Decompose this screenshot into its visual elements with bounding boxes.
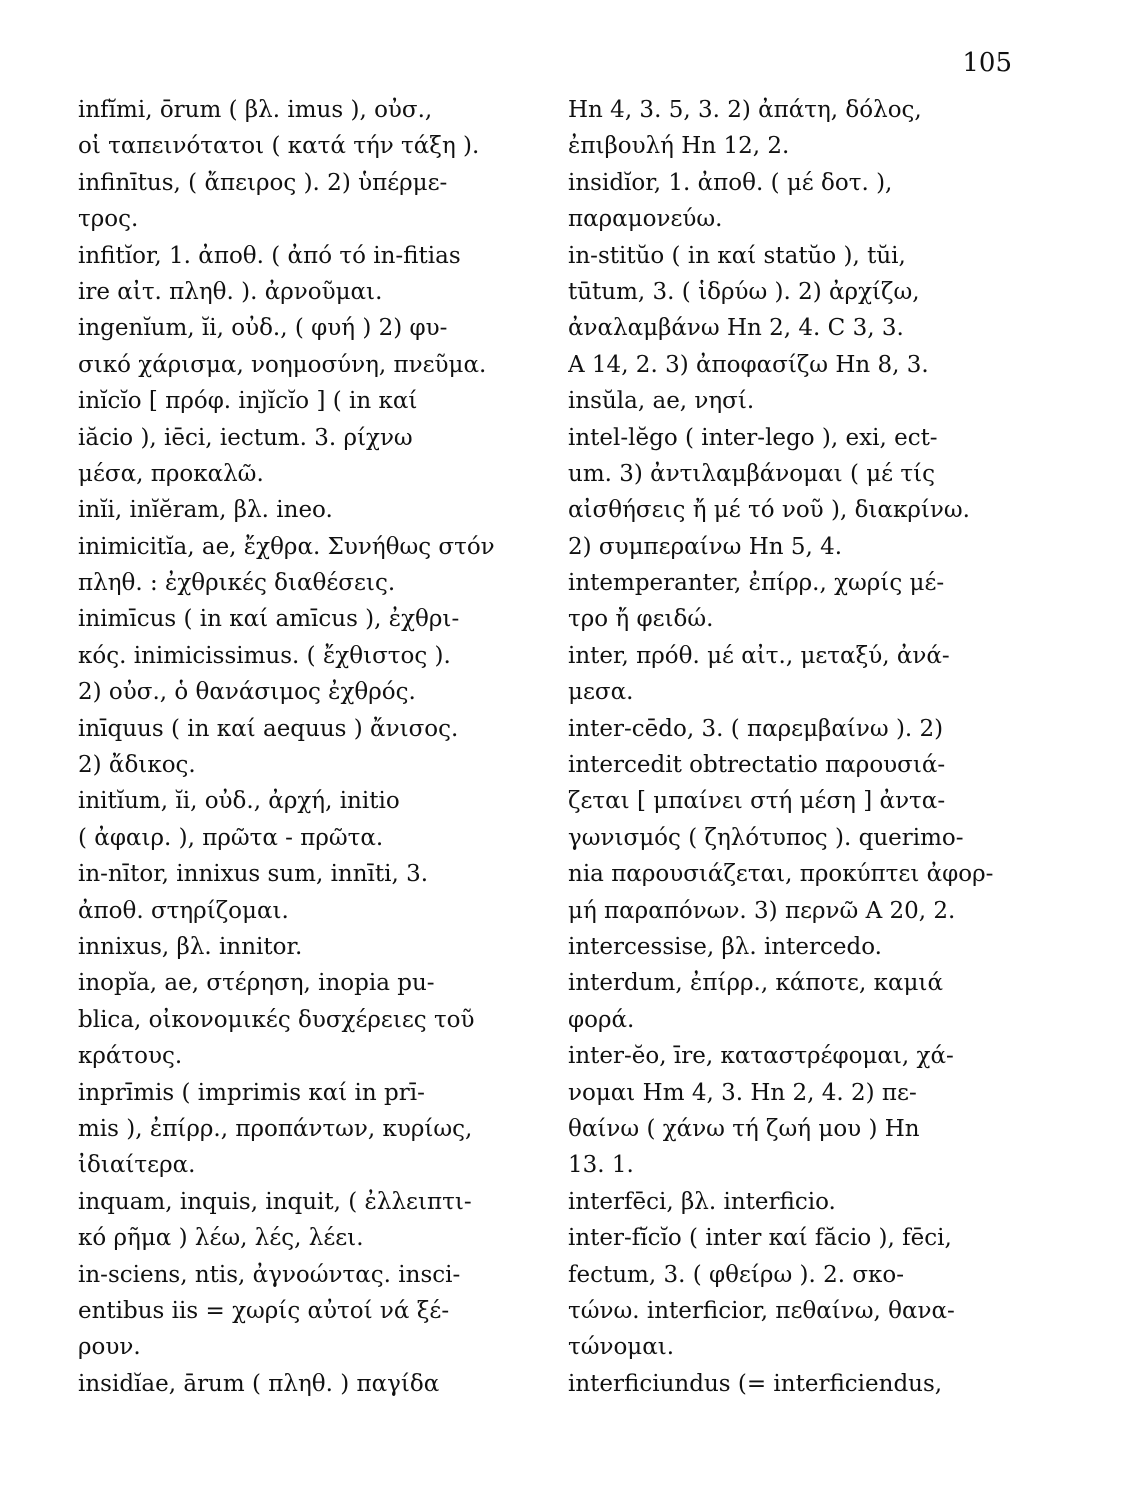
text-line: παραμονεύω. — [568, 206, 723, 233]
text-line: blica, οἰκονομικές δυσχέρειες τοῦ — [78, 1006, 475, 1033]
text-line: μεσα. — [568, 679, 634, 706]
text-line: interfēci, βλ. interficio. — [568, 1188, 836, 1215]
text-line: ἰδιαίτερα. — [78, 1152, 196, 1179]
text-line: μέσα, προκαλῶ. — [78, 460, 264, 487]
left-column — [78, 92, 546, 1402]
text-line: tūtum, 3. ( ἱδρύω ). 2) ἀρχίζω, — [568, 278, 920, 305]
text-line: A 14, 2. 3) ἀποφασίζω Hn 8, 3. — [568, 351, 929, 378]
text-line: infĭmi, ōrum ( βλ. imus ), οὐσ., — [78, 97, 433, 123]
text-line: ( ἀφαιρ. ), πρῶτα - πρῶτα. — [78, 824, 384, 851]
text-line: interdum, ἐπίρρ., κάποτε, καμιά — [568, 970, 943, 997]
text-line: inprīmis ( imprimis καί in prī- — [78, 1079, 425, 1106]
text-line: τρο ἤ φειδώ. — [568, 606, 714, 633]
text-line: inopĭa, ae, στέρηση, inopia pu- — [78, 970, 435, 997]
text-line: infinītus, ( ἄπειρος ). 2) ὑπέρμε- — [78, 169, 448, 196]
text-line: νομαι Hm 4, 3. Hn 2, 4. 2) πε- — [568, 1079, 917, 1106]
text-line: Hn 4, 3. 5, 3. 2) ἀπάτη, δόλος, — [568, 97, 922, 123]
text-line: inter-cēdo, 3. ( παρεμβαίνω ). 2) — [568, 715, 944, 742]
text-line: mis ), ἐπίρρ., προπάντων, κυρίως, — [78, 1115, 473, 1142]
text-line: um. 3) ἀντιλαμβάνομαι ( μέ τίς — [568, 460, 936, 487]
text-line: μή παραπόνων. 3) περνῶ A 20, 2. — [568, 897, 956, 924]
text-line: fectum, 3. ( φθείρω ). 2. σκο- — [568, 1261, 905, 1288]
text-line: οἱ ταπεινότατοι ( κατά τήν τάξη ). — [78, 133, 480, 160]
text-line: intemperanter, ἐπίρρ., χωρίς μέ- — [568, 570, 945, 597]
text-line: αἰσθήσεις ἤ μέ τό νοῦ ), διακρίνω. — [568, 497, 970, 524]
text-line: innixus, βλ. innitor. — [78, 933, 303, 960]
text-line: insidĭor, 1. ἀποθ. ( μέ δοτ. ), — [568, 169, 893, 196]
text-line: in-stitŭo ( in καί statŭo ), tŭi, — [568, 242, 906, 269]
text-line: entibus iis = χωρίς αὐτοί νά ξέ- — [78, 1297, 450, 1324]
text-line: in-sciens, ntis, ἀγνοώντας. insci- — [78, 1261, 461, 1288]
text-line: 2) ἄδικος. — [78, 752, 196, 779]
text-line: κός. inimicissimus. ( ἔχθιστος ). — [78, 642, 451, 669]
text-line: intel-lĕgo ( inter-lego ), exi, ect- — [568, 424, 938, 451]
text-line: inimīcus ( in καί amīcus ), ἐχθρι- — [78, 606, 460, 633]
text-line: inter, πρόθ. μέ αἰτ., μεταξύ, ἀνά- — [568, 642, 950, 669]
text-line: 2) συμπεραίνω Hn 5, 4. — [568, 533, 843, 560]
text-line: interficiundus (= interficiendus, — [568, 1370, 943, 1397]
text-line: insŭla, ae, νησί. — [568, 388, 755, 415]
text-line: inĭi, inĭĕram, βλ. ineo. — [78, 497, 333, 524]
text-line: ζεται [ μπαίνει στή μέση ] ἀντα- — [568, 788, 946, 815]
text-line: 13. 1. — [568, 1152, 634, 1179]
text-line: τώνομαι. — [568, 1334, 675, 1361]
right-column — [568, 92, 1000, 1402]
text-line: θαίνω ( χάνω τή ζωή μου ) Hn — [568, 1115, 920, 1142]
text-line: initĭum, ĭi, οὐδ., ἀρχή, initio — [78, 788, 400, 815]
text-line: τώνω. interficior, πεθαίνω, θανα- — [568, 1297, 955, 1324]
text-line: intercedit obtrectatio παρουσιά- — [568, 752, 946, 779]
text-line: ἐπιβουλή Hn 12, 2. — [568, 133, 790, 160]
text-line: inter-ĕo, īre, καταστρέφομαι, χά- — [568, 1043, 954, 1070]
text-line: φορά. — [568, 1006, 635, 1033]
text-line: 2) οὐσ., ὁ θανάσιμος ἐχθρός. — [78, 679, 416, 706]
text-line: κράτους. — [78, 1043, 183, 1070]
text-line: nia παρουσιάζεται, προκύπτει ἀφορ- — [568, 861, 994, 888]
text-line: in-nītor, innixus sum, innīti, 3. — [78, 861, 429, 888]
page-number: 105 — [962, 48, 1012, 78]
text-line: inīquus ( in καί aequus ) ἄνισος. — [78, 715, 459, 742]
text-line: ρουν. — [78, 1334, 141, 1361]
text-line: ire αἰτ. πληθ. ). ἀρνοῦμαι. — [78, 278, 383, 305]
text-line: τρος. — [78, 206, 139, 233]
text-line: intercessise, βλ. intercedo. — [568, 933, 882, 960]
text-line: iăcio ), iēci, iectum. 3. ρίχνω — [78, 424, 413, 451]
text-line: inquam, inquis, inquit, ( ἐλλειπτι- — [78, 1188, 472, 1215]
text-line: inimicitĭa, ae, ἔχθρα. Συνήθως στόν — [78, 533, 495, 560]
text-line: σικό χάρισμα, νοημοσύνη, πνεῦμα. — [78, 351, 487, 378]
text-line: ἀναλαμβάνω Hn 2, 4. C 3, 3. — [568, 315, 904, 342]
text-line: ingenĭum, ĭi, οὐδ., ( φυή ) 2) φυ- — [78, 315, 448, 342]
text-line: ἀποθ. στηρίζομαι. — [78, 897, 289, 924]
text-line: γωνισμός ( ζηλότυπος ). querimo- — [568, 824, 964, 851]
text-line: πληθ. : ἐχθρικές διαθέσεις. — [78, 570, 396, 597]
text-line: inter-fĭcĭo ( inter καί făcio ), fēci, — [568, 1225, 952, 1252]
text-line: inĭcĭo [ πρόφ. injĭcĭo ] ( in καί — [78, 388, 418, 415]
text-line: κό ρῆμα ) λέω, λές, λέει. — [78, 1225, 364, 1252]
text-line: infitĭor, 1. ἀποθ. ( ἀπό τό in-fitias — [78, 242, 461, 269]
text-line: insidĭae, ārum ( πληθ. ) παγίδα — [78, 1370, 440, 1397]
